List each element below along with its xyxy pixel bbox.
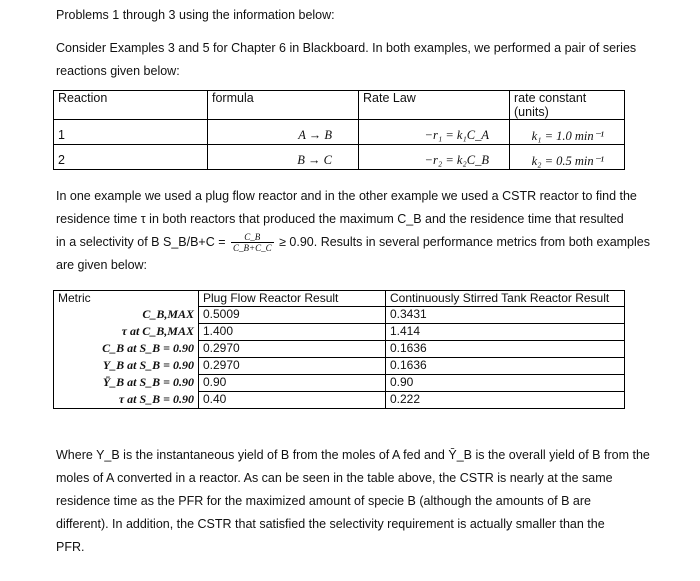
col-header-rate-law: Rate Law: [359, 91, 510, 120]
pfr-value: 1.400: [199, 324, 386, 341]
yield-line-2: moles of A converted in a reactor. As can be seen in the table above, the CSTR is nearly at the same: [56, 471, 613, 485]
selectivity-text: in a selectivity of B S_B/B+C =: [56, 235, 226, 249]
yield-line-1: Where Y_B is the instantaneous yield of B from the moles of A fed and Ȳ_B is the overall yield of B from the: [56, 448, 650, 462]
col-header-rate-constant: rate constant (units): [510, 91, 625, 120]
pfr-value: 0.90: [199, 375, 386, 392]
metrics-row: [54, 307, 625, 324]
results-line-2: residence time τ in both reactors that produced the maximum C_B and the residence time that resulted: [56, 212, 624, 226]
pfr-value: 0.2970: [199, 341, 386, 358]
metrics-row: [54, 392, 625, 409]
metrics-row: [54, 358, 625, 375]
yield-line-5: PFR.: [56, 540, 85, 554]
metrics-table: [53, 290, 625, 409]
fraction-numerator: C_B: [231, 232, 274, 243]
fraction-denominator: C_B+C_C: [233, 243, 272, 254]
reaction-number: 1: [54, 120, 208, 145]
metric-label: τ at C_B,MAX: [54, 324, 199, 341]
metric-label: C_B,MAX: [54, 307, 199, 324]
pfr-value: 0.5009: [199, 307, 386, 324]
results-line-3: [56, 231, 656, 254]
rate-law: −r₁ = k₁C_A: [359, 120, 510, 145]
cstr-value: 0.1636: [386, 341, 625, 358]
col-header-pfr: Plug Flow Reactor Result: [199, 291, 386, 307]
col-header-reaction: Reaction: [54, 91, 208, 120]
metrics-row: [54, 341, 625, 358]
yield-line-4: different). In addition, the CSTR that satisfied the selectivity requirement is actually smaller than the: [56, 517, 605, 531]
cstr-value: 0.1636: [386, 358, 625, 375]
cstr-value: 0.90: [386, 375, 625, 392]
reaction-formula: A → B: [208, 120, 359, 145]
yield-line-3: residence time as the PFR for the maximized amount of specie B (although the amounts of B are: [56, 494, 591, 508]
metric-label: C_B at S_B = 0.90: [54, 341, 199, 358]
rate-law: −r₂ = k₂C_B: [359, 145, 510, 170]
results-paragraph: [56, 185, 656, 277]
reaction-row-2: [54, 145, 625, 170]
intro-paragraph: Consider Examples 3 and 5 for Chapter 6 in Blackboard. In both examples, we performed a pair of series reactions given below:: [56, 41, 637, 78]
selectivity-fraction: [231, 232, 274, 253]
col-header-cstr: Continuously Stirred Tank Reactor Result: [390, 291, 610, 305]
reaction-formula: B → C: [208, 145, 359, 170]
metric-label: τ at S_B = 0.90: [54, 392, 199, 409]
cstr-value: 1.414: [386, 324, 625, 341]
metrics-row: [54, 375, 625, 392]
rate-constant: k₁ = 1.0 min⁻¹: [510, 120, 625, 145]
reactions-header-row: [54, 91, 625, 120]
reaction-row-1: [54, 120, 625, 145]
pfr-value: 0.2970: [199, 358, 386, 375]
col-header-metric: Metric: [54, 291, 199, 307]
metric-label: Ȳ_B at S_B = 0.90: [54, 375, 199, 392]
selectivity-text-post: ≥ 0.90. Results in several performance metrics from both examples: [279, 235, 650, 249]
reactions-table: [53, 90, 625, 170]
col-header-formula: formula: [208, 91, 359, 120]
pfr-value: 0.40: [199, 392, 386, 409]
metric-label: Y_B at S_B = 0.90: [54, 358, 199, 375]
cstr-value: 0.222: [386, 392, 625, 409]
results-line-1: In one example we used a plug flow reactor and in the other example we used a CSTR reactor to find the: [56, 189, 637, 203]
reaction-number: 2: [54, 145, 208, 170]
problem-heading: Problems 1 through 3 using the information below:: [56, 8, 335, 22]
cstr-value: 0.3431: [386, 307, 625, 324]
metrics-row: [54, 324, 625, 341]
results-line-4: are given below:: [56, 258, 148, 272]
yield-paragraph: [56, 444, 656, 559]
rate-constant: k₂ = 0.5 min⁻¹: [510, 145, 625, 170]
metrics-header-row: [54, 291, 625, 307]
